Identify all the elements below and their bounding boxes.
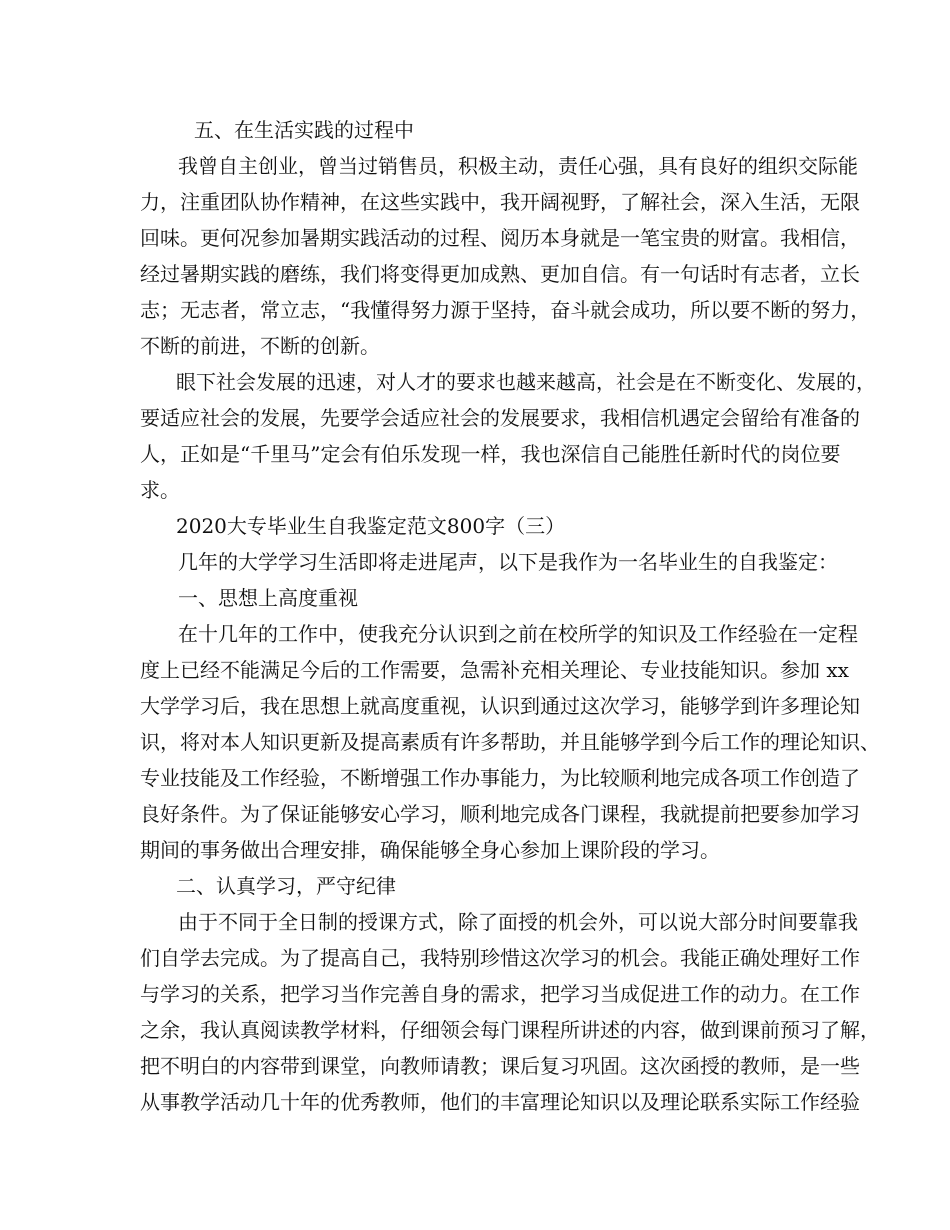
paragraph-line: 把不明白的内容带到课堂，向教师请教；课后复习巩固。这次函授的教师，是一些	[140, 1054, 860, 1078]
paragraph-line: 度上已经不能满足今后的工作需要，急需补充相关理论、专业技能知识。参加 xx	[140, 658, 849, 682]
paragraph-line: 良好条件。为了保证能够安心学习，顺利地完成各门课程，我就提前把要参加学习	[140, 802, 860, 826]
paragraph-line: 不断的前进，不断的创新。	[140, 334, 380, 358]
paragraph-line: 专业技能及工作经验，不断增强工作办事能力，为比较顺利地完成各项工作创造了	[140, 766, 860, 790]
paragraph-line: 力，注重团队协作精神，在这些实践中，我开阔视野，了解社会，深入生活，无限	[140, 190, 860, 214]
paragraph-line: 我曾自主创业，曾当过销售员，积极主动，责任心强，具有良好的组织交际能	[178, 154, 858, 178]
paragraph-line: 之余，我认真阅读教学材料，仔细领会每门课程所讲述的内容，做到课前预习了解，	[140, 1018, 880, 1042]
section-heading: 二、认真学习，严守纪律	[176, 874, 396, 898]
paragraph-line: 眼下社会发展的迅速，对人才的要求也越来越高，社会是在不断变化、发展的，	[176, 370, 876, 394]
paragraph-line: 求。	[140, 478, 180, 502]
section-heading: 一、思想上高度重视	[178, 586, 358, 610]
paragraph-line: 经过暑期实践的磨练，我们将变得更加成熟、更加自信。有一句话时有志者，立长	[140, 262, 860, 286]
paragraph-line: 从事教学活动几十年的优秀教师，他们的丰富理论知识以及理论联系实际工作经验	[140, 1090, 860, 1114]
paragraph-line: 要适应社会的发展，先要学会适应社会的发展要求，我相信机遇定会留给有准备的	[140, 406, 860, 430]
document-title: 2020大专毕业生自我鉴定范文800字（三）	[176, 514, 566, 538]
section-heading: 五、在生活实践的过程中	[194, 118, 414, 142]
paragraph-line: 由于不同于全日制的授课方式，除了面授的机会外，可以说大部分时间要靠我	[178, 910, 858, 934]
paragraph-line: 回味。更何况参加暑期实践活动的过程、阅历本身就是一笔宝贵的财富。我相信，	[140, 226, 860, 250]
paragraph-line: 识，将对本人知识更新及提高素质有许多帮助，并且能够学到今后工作的理论知识、	[140, 730, 880, 754]
paragraph-line: 大学学习后，我在思想上就高度重视，认识到通过这次学习，能够学到许多理论知	[140, 694, 860, 718]
paragraph-line: 几年的大学学习生活即将走进尾声，以下是我作为一名毕业生的自我鉴定：	[178, 550, 838, 574]
paragraph-line: 人，正如是“千里马”定会有伯乐发现一样，我也深信自己能胜任新时代的岗位要	[140, 442, 841, 466]
document-page	[140, 112, 880, 1120]
paragraph-line: 们自学去完成。为了提高自己，我特别珍惜这次学习的机会。我能正确处理好工作	[140, 946, 860, 970]
paragraph-line: 期间的事务做出合理安排，确保能够全身心参加上课阶段的学习。	[140, 838, 720, 862]
paragraph-line: 志；无志者，常立志，“我懂得努力源于坚持，奋斗就会成功，所以要不断的努力，	[140, 298, 871, 322]
paragraph-line: 在十几年的工作中，使我充分认识到之前在校所学的知识及工作经验在一定程	[178, 622, 858, 646]
paragraph-line: 与学习的关系，把学习当作完善自身的需求，把学习当成促进工作的动力。在工作	[140, 982, 860, 1006]
